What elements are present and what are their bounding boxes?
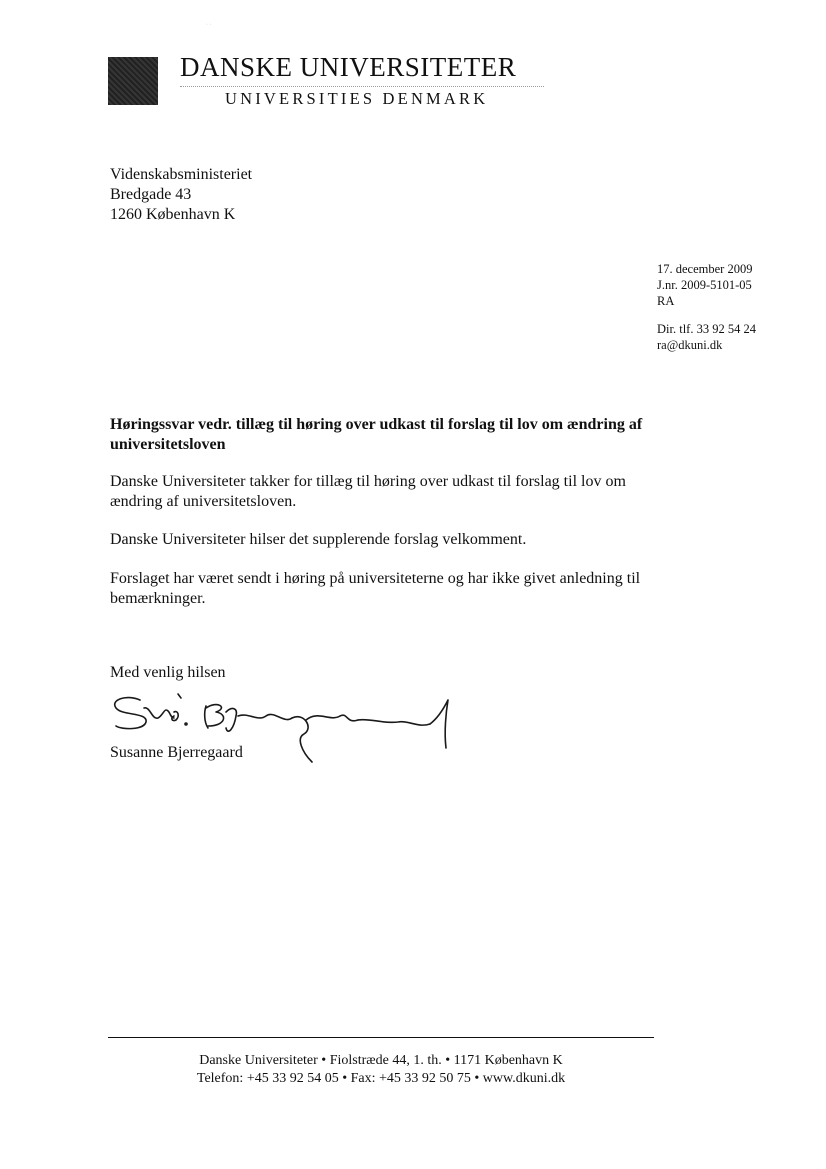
- footer-contact: Telefon: +45 33 92 54 05 • Fax: +45 33 92 50 75 • www.dkuni.dk: [196, 1071, 566, 1086]
- org-name-english: UNIVERSITIES DENMARK: [225, 89, 489, 108]
- logo-mark: [108, 57, 158, 105]
- contact-email: ra@dkuni.dk: [657, 338, 723, 352]
- footer: [108, 1052, 654, 1088]
- closing-salutation: Med venlig hilsen: [110, 664, 226, 681]
- letter-meta: [657, 261, 756, 353]
- footer-address: Danske Universiteter • Fiolstræde 44, 1. th. • 1171 København K: [199, 1053, 563, 1068]
- signer-name: Susanne Bjerregaard: [110, 744, 243, 761]
- author-initials: RA: [657, 294, 675, 308]
- paragraph-consultation: Forslaget har været sendt i høring på universiteterne og har ikke givet anledning til bemærkninger.: [110, 570, 641, 607]
- letter-subject: Høringssvar vedr. tillæg til høring over udkast til forslag til lov om ændring af universitetsloven: [110, 416, 643, 453]
- scan-speck: · ·: [206, 22, 212, 28]
- recipient-address: [110, 165, 252, 225]
- letter-date: 17. december 2009: [657, 262, 753, 276]
- direct-phone: Dir. tlf. 33 92 54 24: [657, 322, 756, 336]
- paragraph-thanks: Danske Universiteter takker for tillæg til høring over udkast til forslag til lov om ændring af universitetsloven.: [110, 473, 626, 510]
- paragraph-welcome: Danske Universiteter hilser det supplerende forslag velkomment.: [110, 531, 527, 548]
- header-divider: [180, 86, 544, 87]
- footer-divider: [108, 1037, 654, 1038]
- recipient-street: Bredgade 43: [110, 186, 192, 203]
- org-name: DANSKE UNIVERSITETER: [180, 52, 517, 82]
- recipient-city: 1260 København K: [110, 206, 236, 223]
- recipient-name: Videnskabsministeriet: [110, 166, 253, 183]
- journal-number: J.nr. 2009-5101-05: [657, 278, 752, 292]
